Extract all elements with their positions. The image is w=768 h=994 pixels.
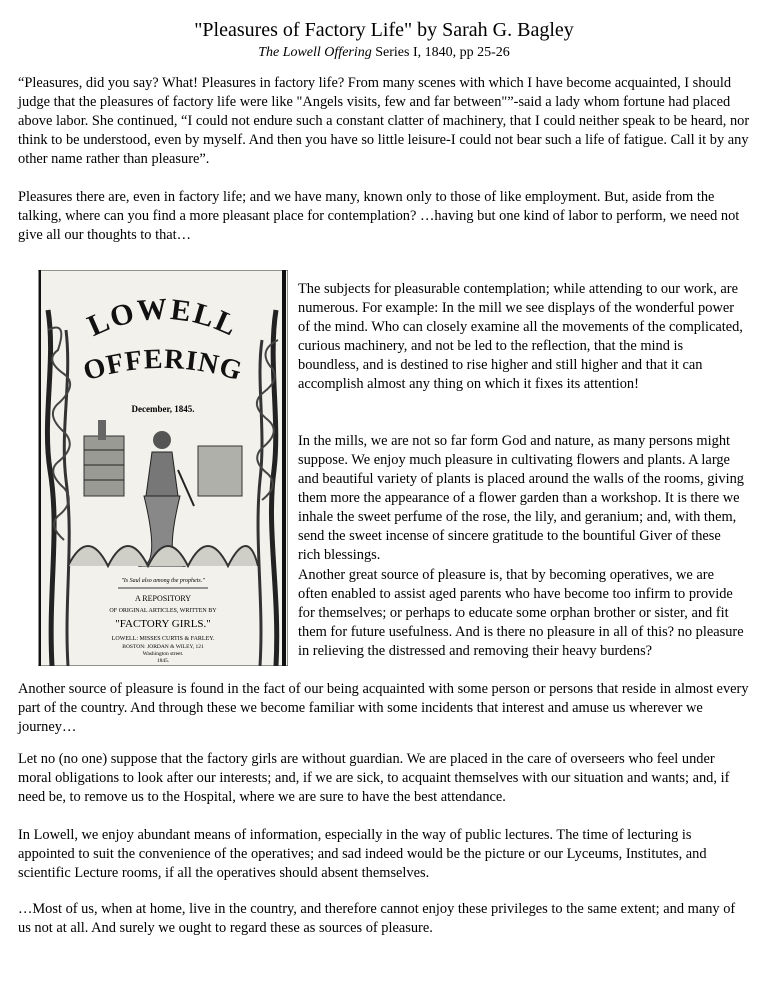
cover-boston: BOSTON: JORDAN & WILEY, 121 xyxy=(122,644,204,650)
paragraph-7: Let no (no one) suppose that the factory girls are without guardian. We are placed in the care of overseers who feel under moral obligations to look after our interests; and, if we are sick, to acquaint themselves with our situation and wants; and, if need be, to remove us to the Hospital, where we are sure to have the best attendance. xyxy=(18,751,730,805)
series-info: Series I, 1840, pp 25-26 xyxy=(371,45,510,60)
article-citation xyxy=(0,44,768,61)
cover-motto: "Is Saul also among the prophets." xyxy=(121,578,205,584)
paragraph-8: In Lowell, we enjoy abundant means of information, especially in the way of public lectures. The time of lecturing is appointed to suit the convenience of the operatives; and sad indeed would be the picture or our Lyceums, Institutes, and scientific Lecture rooms, if all the operatives should absent themselves. xyxy=(18,827,707,881)
cover-date: December, 1845. xyxy=(131,404,195,414)
cover-publisher: LOWELL: MISSES CURTIS & FARLEY. xyxy=(111,636,215,642)
cover-year: 1845. xyxy=(156,658,170,664)
paragraph-3: The subjects for pleasurable contemplation; while attending to our work, are numerous. For example: In the mill we see displays of the wonderful power of the mind. Who can closely examine all the movements of the complicated, curious machinery, and not be led to the reflection, that the mind is boundless, and is destined to rise higher and still higher and that it can accomplish almost any thing on which it fixes its attention! xyxy=(298,281,743,392)
paragraph-5: Another great source of pleasure is, that by becoming operatives, we are often enabled to assist aged parents who have become too infirm to provide for themselves; or perhaps to educate some orphan brother or sister, and fit them for future usefulness. And is there no pleasure in all of this? no pleasure in relieving the distressed and removing their heavy burdens? xyxy=(298,567,744,659)
paragraph-6: Another source of pleasure is found in the fact of our being acquainted with some person or persons that reside in almost every part of the country. And through these we become familiar with some incidents that interest and amuse us wherever we journey… xyxy=(18,681,749,735)
cover-factory-girls: "FACTORY GIRLS." xyxy=(115,618,211,630)
cover-street: Washington street. xyxy=(142,651,184,657)
cover-title-lowell: LOWELL xyxy=(82,292,244,343)
cover-repository: A REPOSITORY xyxy=(134,594,192,603)
paragraph-1: “Pleasures, did you say? What! Pleasures in factory life? From many scenes with which I have become acquainted, I should judge that the pleasures of factory life were like "Angels visits, few and far between"”-said a lady whom fortune had placed above labor. She continued, “I could not endure such a constant clatter of machinery, that I could neither speak to be heard, nor think to be understood, even by myself. And then you have so little leisure-I could not bear such a life of fatigue. Call it by any other name rather than pleasure”. xyxy=(18,75,750,167)
paragraph-9: …Most of us, when at home, live in the country, and therefore cannot enjoy these privileges to the same extent; and many of us not at all. And surely we ought to regard these as sources of pleasure. xyxy=(18,901,736,936)
lowell-offering-cover-illustration xyxy=(38,270,288,666)
cover-title-offering: OFFERING xyxy=(79,343,247,388)
publication-name: The Lowell Offering xyxy=(258,45,372,60)
article-title: "Pleasures of Factory Life" by Sarah G. Bagley xyxy=(194,19,574,41)
paragraph-4: In the mills, we are not so far form God and nature, as many persons might suppose. We enjoy much pleasure in cultivating flowers and plants. A large and beautiful variety of plants is placed around the walls of the rooms, giving them more the appearance of a flower garden than a workshop. It is there we inhale the sweet perfume of the rose, the lily, and geranium; and, with them, send the sweet incense of sincere gratitude to the bountiful Giver of these rich blessings. xyxy=(298,433,744,563)
paragraph-2: Pleasures there are, even in factory life; and we have many, known only to those of like employment. But, aside from the talking, where can you find a more pleasant place for contemplation? …having but one kind of labor to perform, we need not give all our thoughts to that… xyxy=(18,189,740,243)
cover-original-articles: OF ORIGINAL ARTICLES, WRITTEN BY xyxy=(109,608,217,614)
